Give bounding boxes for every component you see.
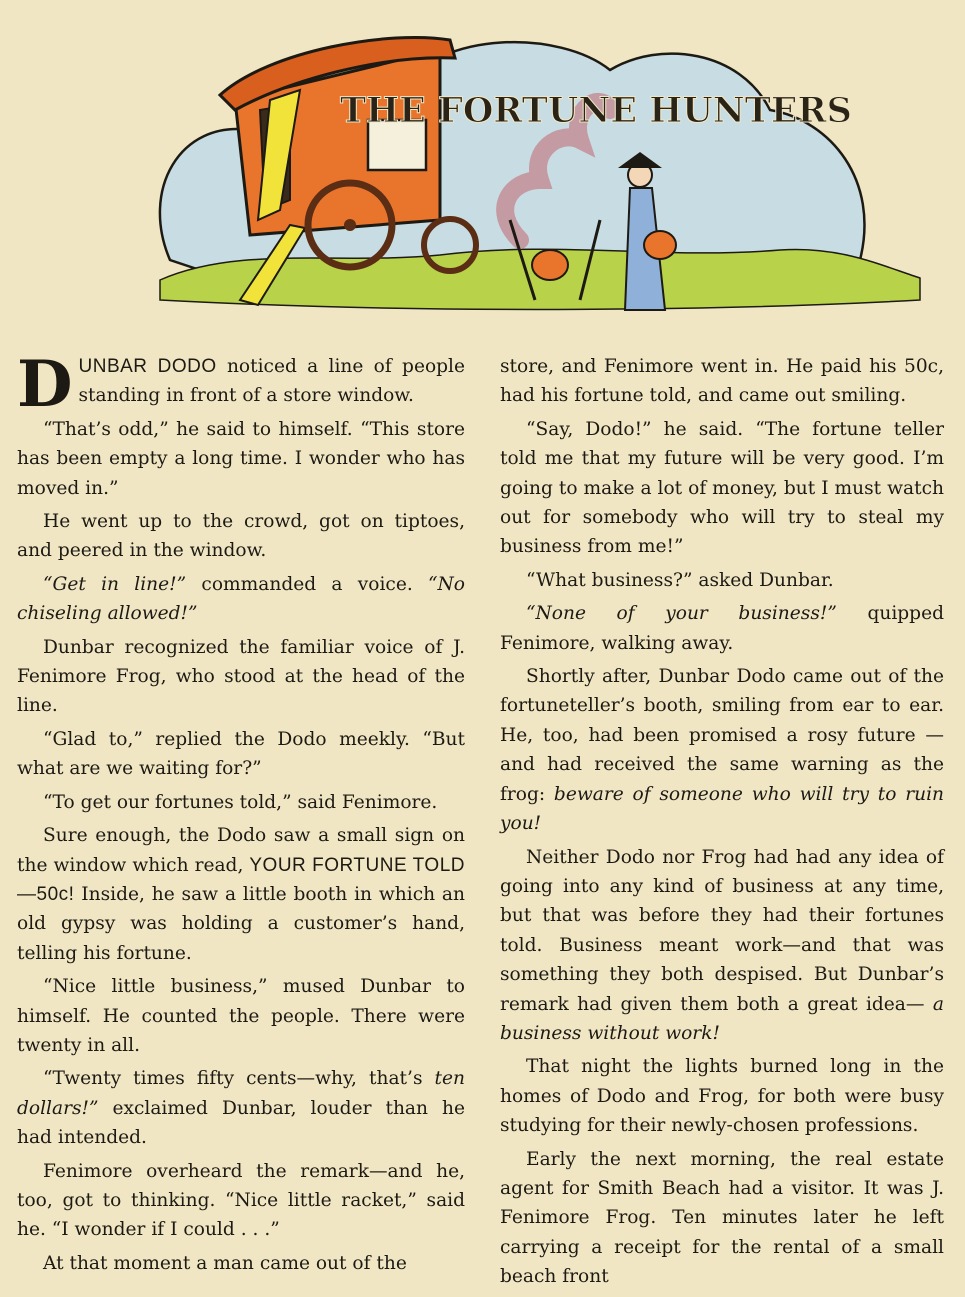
paragraph: That night the lights burned long in the homes of Dodo and Frog, for both were busy studying for their newly-chosen professions.	[500, 1056, 944, 1137]
paragraph: “What business?” asked Dunbar.	[526, 569, 834, 591]
drop-cap: D	[17, 347, 73, 422]
paragraph: Shortly after, Dunbar Dodo came out of the fortuneteller’s booth, smiling from ear to ear. He, too, had been promised a rosy future —and had received the same warning as the frog: beware of someone who will try to ruin you!	[500, 666, 944, 835]
paragraph: “Say, Dodo!” he said. “The fortune teller told me that my future will be very good. I’m going to make a lot of money, but I must watch out for somebody who will try to steal my business from me!”	[500, 418, 944, 558]
paragraph: “To get our fortunes told,” said Fenimore.	[43, 791, 438, 813]
paragraph: “Get in line!” commanded a voice. “No chiseling allowed!”	[17, 573, 465, 625]
paragraph: Dunbar recognized the familiar voice of J. Fenimore Frog, who stood at the head of the line.	[17, 636, 465, 717]
paragraph: Neither Dodo nor Frog had had any idea of going into any kind of business at any time, but that was before they had their fortunes told. Business meant work—and that was something they both despised. But Dunbar’s remark had given them both a great idea— a business without work!	[500, 846, 944, 1044]
paragraph: “Nice little business,” mused Dunbar to himself. He counted the people. There were twenty in all.	[17, 976, 465, 1056]
paragraph: “None of your business!” quipped Fenimore, walking away.	[500, 603, 944, 654]
paragraph: Sure enough, the Dodo saw a small sign on the window which read, YOUR FORTUNE TOLD—50c! Inside, he saw a little booth in which an old gypsy was holding a customer’s hand, telling his fortune.	[17, 825, 465, 964]
sign-text: YOUR FORTUNE TOLD—50c!	[17, 854, 465, 905]
paragraph: DUNBAR DODO noticed a line of people standing in front of a store window.	[17, 347, 465, 422]
paragraph: “Twenty times fifty cents—why, that’s ten dollars!” exclaimed Dunbar, louder than he had intended.	[17, 1068, 465, 1149]
name-caps: UNBAR DODO	[78, 356, 217, 377]
paragraph: Early the next morning, the real estate agent for Smith Beach had a visitor. It was J. Fenimore Frog. Ten minutes later he left carrying a receipt for the rental of a small beach front	[500, 1148, 944, 1288]
story-column-left	[17, 347, 465, 1282]
title-illustration	[140, 10, 960, 340]
story-column-right	[500, 352, 944, 1296]
paragraph: “That’s odd,” he said to himself. “This store has been empty a long time. I wonder who has moved in.”	[17, 418, 465, 499]
paragraph: “Glad to,” replied the Dodo meekly. “But what are we waiting for?”	[17, 728, 465, 780]
paragraph: Fenimore overheard the remark—and he, too, got to thinking. “Nice little racket,” said he. “I wonder if I could . . .”	[17, 1160, 465, 1241]
paragraph: At that moment a man came out of the	[43, 1252, 407, 1274]
story-title: THE FORTUNE HUNTERS	[340, 90, 852, 131]
paragraph: store, and Fenimore went in. He paid his 50c, had his fortune told, and came out smiling.	[500, 356, 944, 407]
paragraph: He went up to the crowd, got on tiptoes, and peered in the window.	[17, 511, 465, 562]
